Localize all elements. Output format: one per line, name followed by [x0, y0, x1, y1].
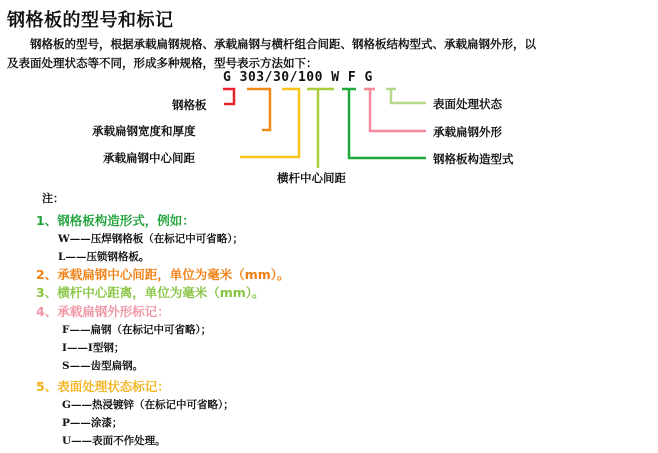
note-4-title: 4、承载扁钢外形标记： — [36, 304, 170, 319]
note-3-title: 3、横杆中心距离，单位为毫米（mm）。 — [36, 285, 265, 300]
note-5-title: 5、表面处理状态标记： — [36, 379, 170, 394]
surface-connector — [386, 89, 426, 103]
note-5-item-2: P——涂漆； — [62, 417, 123, 429]
label-bar-shape: 承载扁钢外形 — [433, 125, 502, 139]
label-bar-pitch: 承载扁钢中心间距 — [103, 151, 195, 165]
note-5-item-3: U——表面不作处理。 — [62, 435, 166, 447]
label-structure: 钢格板构造型式 — [433, 152, 514, 166]
intro-line-2: 及表面处理状态等不同，形成多种规格，型号表示方法如下： — [7, 56, 318, 70]
bar-size-connector — [247, 89, 270, 130]
label-grating: 钢格板 — [172, 98, 207, 112]
notes-heading: 注： — [42, 192, 64, 205]
label-surface: 表面处理状态 — [433, 97, 502, 111]
note-1-title: 1、钢格板构造形式，例如： — [36, 213, 195, 228]
note-2-title: 2、承载扁钢中心间距，单位为毫米（mm）。 — [36, 267, 290, 282]
model-code: G 303/30/100 W F G — [223, 70, 373, 85]
note-5-item-1: G——热浸镀锌（在标记中可省略）； — [62, 399, 234, 411]
bar-shape-connector — [364, 89, 426, 131]
note-4-item-2: I——I型钢； — [62, 342, 125, 354]
note-4-item-1: F——扁钢（在标记中可省略）； — [62, 324, 212, 336]
label-bar-size: 承载扁钢宽度和厚度 — [92, 124, 196, 138]
intro-line-1: 钢格板的型号，根据承载扁钢规格、承载扁钢与横杆组合间距、钢格板结构型式、承载扁钢外形，以 — [30, 37, 536, 51]
note-1-item-1: W——压焊钢格板（在标记中可省略）； — [58, 233, 244, 245]
grating-connector — [223, 89, 234, 104]
page-title: 钢格板的型号和标记 — [7, 10, 174, 31]
label-cross-pitch: 横杆中心间距 — [277, 171, 346, 185]
structure-connector — [342, 89, 426, 158]
note-1-item-2: L——压锁钢格板。 — [58, 251, 150, 263]
note-4-item-3: S——齿型扁钢。 — [62, 360, 144, 372]
